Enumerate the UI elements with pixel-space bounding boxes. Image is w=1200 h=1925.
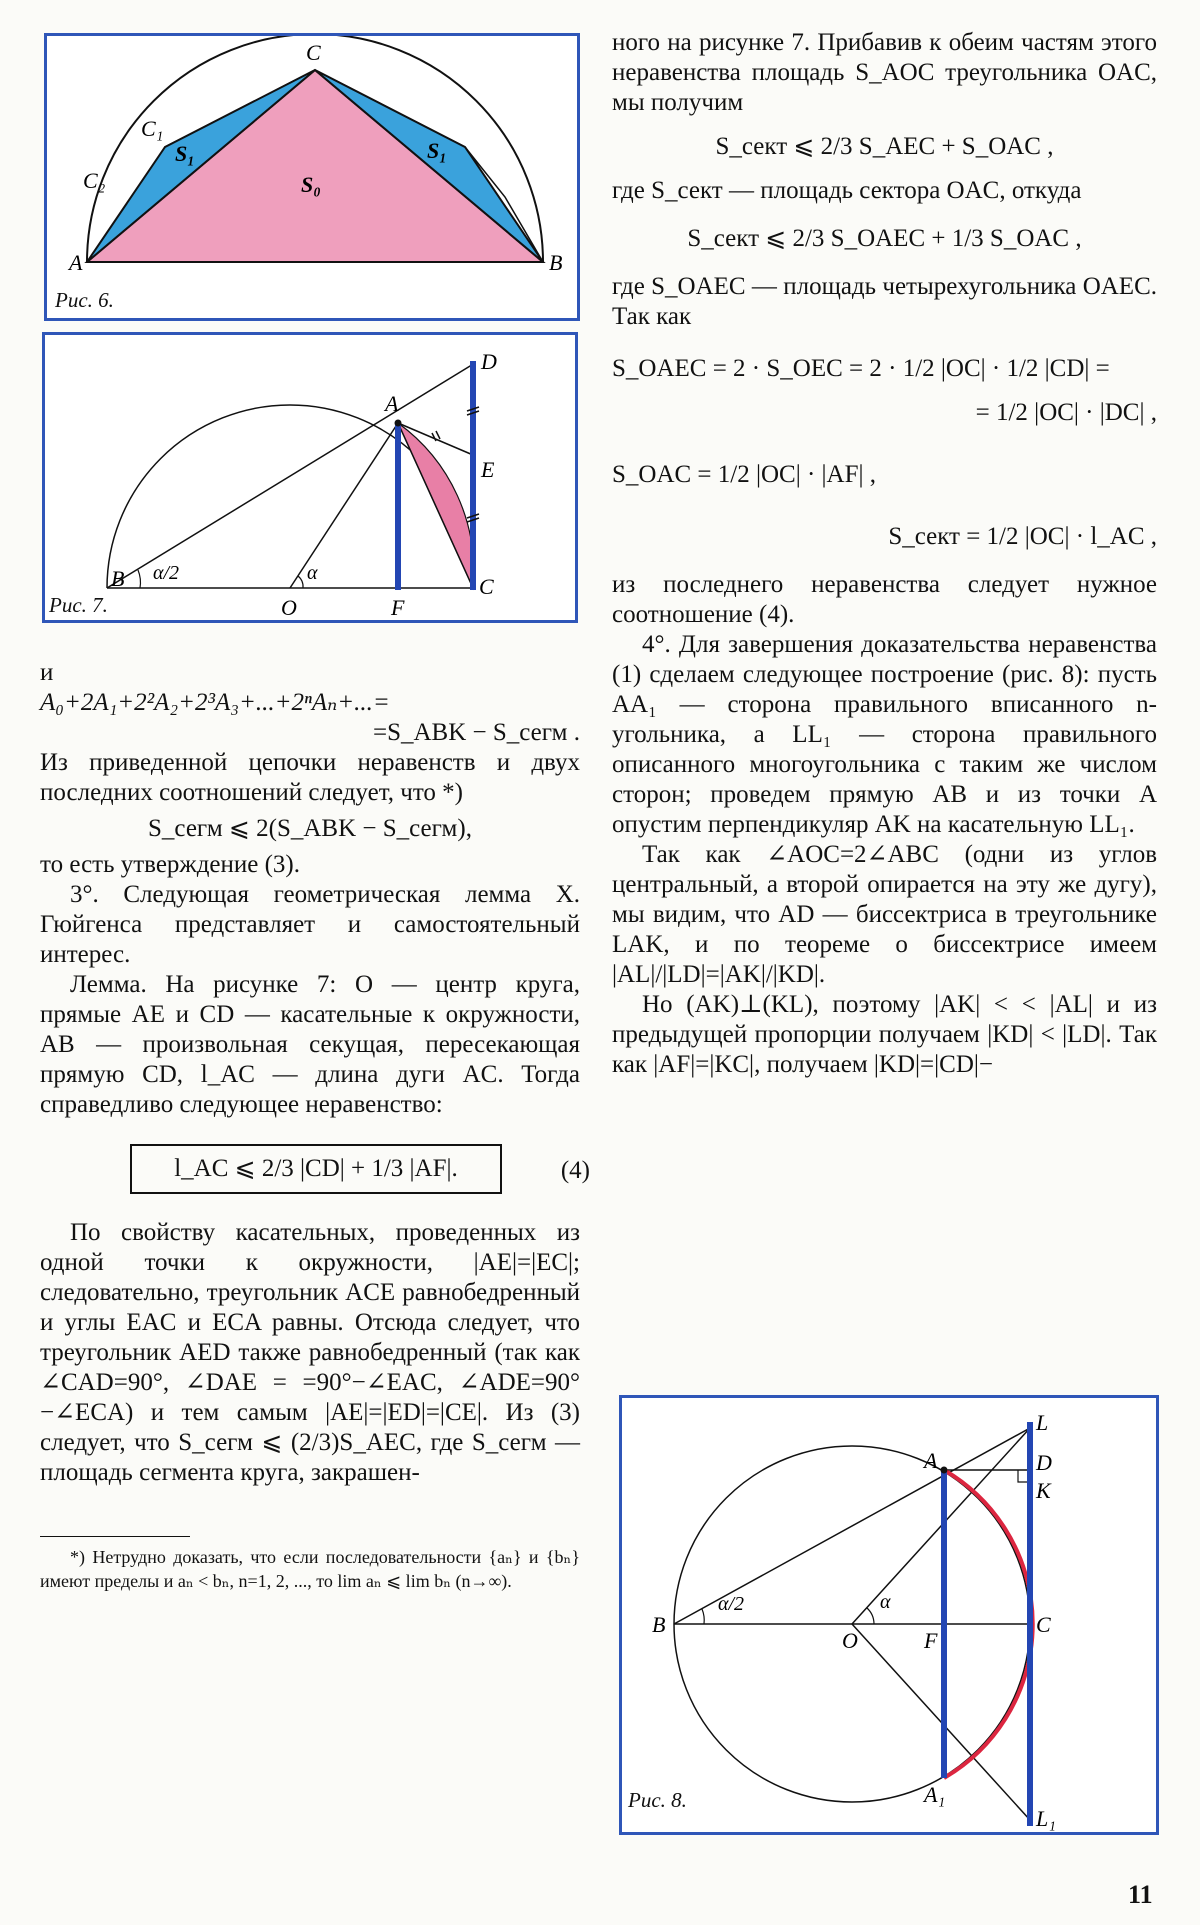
fig7-label-O: O	[281, 595, 297, 620]
fig7-label-alpha: α	[307, 562, 318, 584]
fig6-label-C1: C₁	[141, 116, 164, 141]
fig7-tick-AE	[432, 431, 440, 441]
fig7-label-F: F	[391, 595, 405, 620]
fig7-label-C: C	[479, 574, 494, 599]
figure-8	[619, 1395, 1159, 1835]
figure-6	[44, 33, 580, 321]
figure-8-drawing	[622, 1398, 1156, 1832]
fig7-semicircle	[107, 405, 473, 588]
left-eq-segm: S_сегм ⩽ 2(S_ABK − S_сегм),	[148, 815, 472, 842]
left-and: и	[40, 659, 54, 686]
right-p7: Но (AK)⊥(KL), поэтому |AK| < < |AL| и из предыдущей пропорции получаем |KD| < |LD|. Так как |AF|=|KC|, получаем |KD|=|CD|−	[612, 991, 1157, 1078]
right-p2: где S_сект — площадь сектора OAC, откуда	[612, 177, 1082, 204]
figure-7-drawing	[45, 335, 575, 620]
fig8-label-L: L	[1036, 1410, 1049, 1435]
right-p3: где S_OAEC — площадь четырехугольника OAEC. Так как	[612, 273, 1157, 330]
right-eq2: S_сект ⩽ 2/3 S_OAEC + 1/3 S_OAC ,	[687, 225, 1082, 252]
fig8-label-D: D	[1036, 1450, 1052, 1475]
fig7-label-A: A	[385, 391, 399, 416]
fig6-label-S0: S₀	[301, 172, 321, 197]
left-p4: По свойству касательных, проведенных из одной точки к окружности, |AE|=|EC|; следовательно, треугольник ACE равнобедренный и углы EAC и ECA равны. Отсюда следует, что треугольник AED также равнобедренный (так как ∠CAD=90°, ∠DAE = =90°−∠EAC, ∠ADE=90°−∠ECA) и тем самым |AE|=|ED|=|CE|. Из (3) следует, что S_сегм ⩽ (2/3)S_AEC, где S_сегм — площадь сегмента круга, закрашен-	[40, 1219, 580, 1486]
footnote: *) Нетрудно доказать, что если последовательности {aₙ} и {bₙ} имеют пределы и aₙ < bₙ, n=1, 2, ..., то lim aₙ ⩽ lim bₙ (n→∞).	[40, 1547, 580, 1591]
fig7-label-B: B	[111, 566, 125, 591]
footnote-rule	[40, 1536, 190, 1537]
left-that-is: то есть утверждение (3).	[40, 851, 301, 878]
figure-7	[42, 332, 578, 623]
right-eq5: S_сект = 1/2 |OC| · l_AC ,	[888, 523, 1157, 550]
fig8-point-A	[941, 1467, 948, 1474]
fig7-angle-O	[298, 576, 303, 588]
fig8-label-alpha-half: α/2	[718, 1593, 745, 1615]
fig6-label-S1-left: S₁	[175, 141, 195, 166]
eq-number: (4)	[560, 1157, 590, 1184]
fig7-angle-B	[138, 570, 140, 588]
fig8-label-A: A	[924, 1448, 938, 1473]
fig6-label-A: A	[69, 250, 83, 275]
fig7-point-A	[395, 420, 402, 427]
fig8-label-B: B	[652, 1612, 666, 1637]
fig8-label-L1: L₁	[1036, 1806, 1056, 1831]
fig6-label-C: C	[306, 40, 321, 65]
right-p4: из последнего неравенства следует нужное соотношение (4).	[612, 571, 1157, 628]
boxed-inequality	[130, 1144, 590, 1194]
fig8-angle-O	[867, 1608, 874, 1624]
fig6-caption: Рис. 6.	[55, 288, 114, 312]
right-eq4: S_OAC = 1/2 |OC| · |AF| ,	[612, 461, 877, 488]
left-column	[40, 658, 590, 1593]
fig6-label-C2: C₂	[83, 168, 106, 193]
right-eq3a: S_OAEC = 2 · S_OEC = 2 · 1/2 |OC| · 1/2 |CD| =	[612, 355, 1110, 382]
right-p5: 4°. Для завершения доказательства неравенства (1) сделаем следующее построение (рис. 8): пусть AA₁ — сторона правильного вписанного n-угольника, а LL₁ — сторона правильного описанного многоугольника с таким же числом сторон; проведем прямую AB и из точки A опустим перпендикуляр AK на касательную LL₁.	[612, 631, 1157, 838]
right-p1: ного на рисунке 7. Прибавив к обеим частям этого неравенства площадь S_AOC треугольника OAC, мы получим	[612, 29, 1157, 116]
fig8-label-F: F	[924, 1628, 938, 1653]
left-p2: 3°. Следующая геометрическая лемма Х. Гюйгенса представляет и самостоятельный интерес.	[40, 881, 580, 968]
figure-6-drawing	[47, 36, 577, 318]
fig8-caption: Рис. 8.	[628, 1788, 687, 1812]
right-eq1: S_сект ⩽ 2/3 S_AEC + S_OAC ,	[715, 133, 1054, 160]
fig8-label-C: C	[1036, 1612, 1051, 1637]
right-eq3b: = 1/2 |OC| · |DC| ,	[975, 399, 1157, 426]
left-p1: Из приведенной цепочки неравенств и двух последних соотношений следует, что *)	[40, 749, 580, 806]
page-number: 11	[1128, 1880, 1153, 1909]
fig7-label-E: E	[481, 457, 495, 482]
right-column	[612, 28, 1157, 1080]
fig8-label-alpha: α	[880, 1591, 891, 1613]
boxed-eq-text: l_AC ⩽ 2/3 |CD| + 1/3 |AF|.	[174, 1155, 458, 1182]
fig7-secant-BD	[107, 363, 475, 588]
fig8-label-K: K	[1036, 1478, 1051, 1503]
fig7-caption: Рис. 7.	[49, 593, 108, 617]
fig6-label-B: B	[549, 250, 563, 275]
left-p3: Лемма. На рисунке 7: O — центр круга, прямые AE и CD — касательные к окружности, AB — произвольная секущая, пересекающая прямую CD, l_AC — длина дуги AC. Тогда справедливо следующее неравенство:	[40, 971, 580, 1118]
fig8-label-A1: A₁	[924, 1782, 946, 1807]
fig8-angle-B	[702, 1609, 704, 1624]
fig6-label-S1-right: S₁	[427, 138, 447, 163]
right-p6: Так как ∠AOC=2∠ABC (одни из углов центральный, а второй опирается на эту же дугу), мы видим, что AD — биссектриса в треугольнике LAK, и по теореме о биссектрисе имеем |AL|/|LD|=|AK|/|KD|.	[612, 841, 1157, 988]
fig7-label-D: D	[481, 349, 497, 374]
fig7-label-alpha-half: α/2	[153, 562, 180, 584]
left-series-line2: =S_ABK − S_сегм .	[372, 719, 580, 746]
fig8-label-O: O	[842, 1628, 858, 1653]
left-series-line1: A₀+2A₁+2²A₂+2³A₃+...+2ⁿAₙ+...=	[40, 689, 390, 716]
